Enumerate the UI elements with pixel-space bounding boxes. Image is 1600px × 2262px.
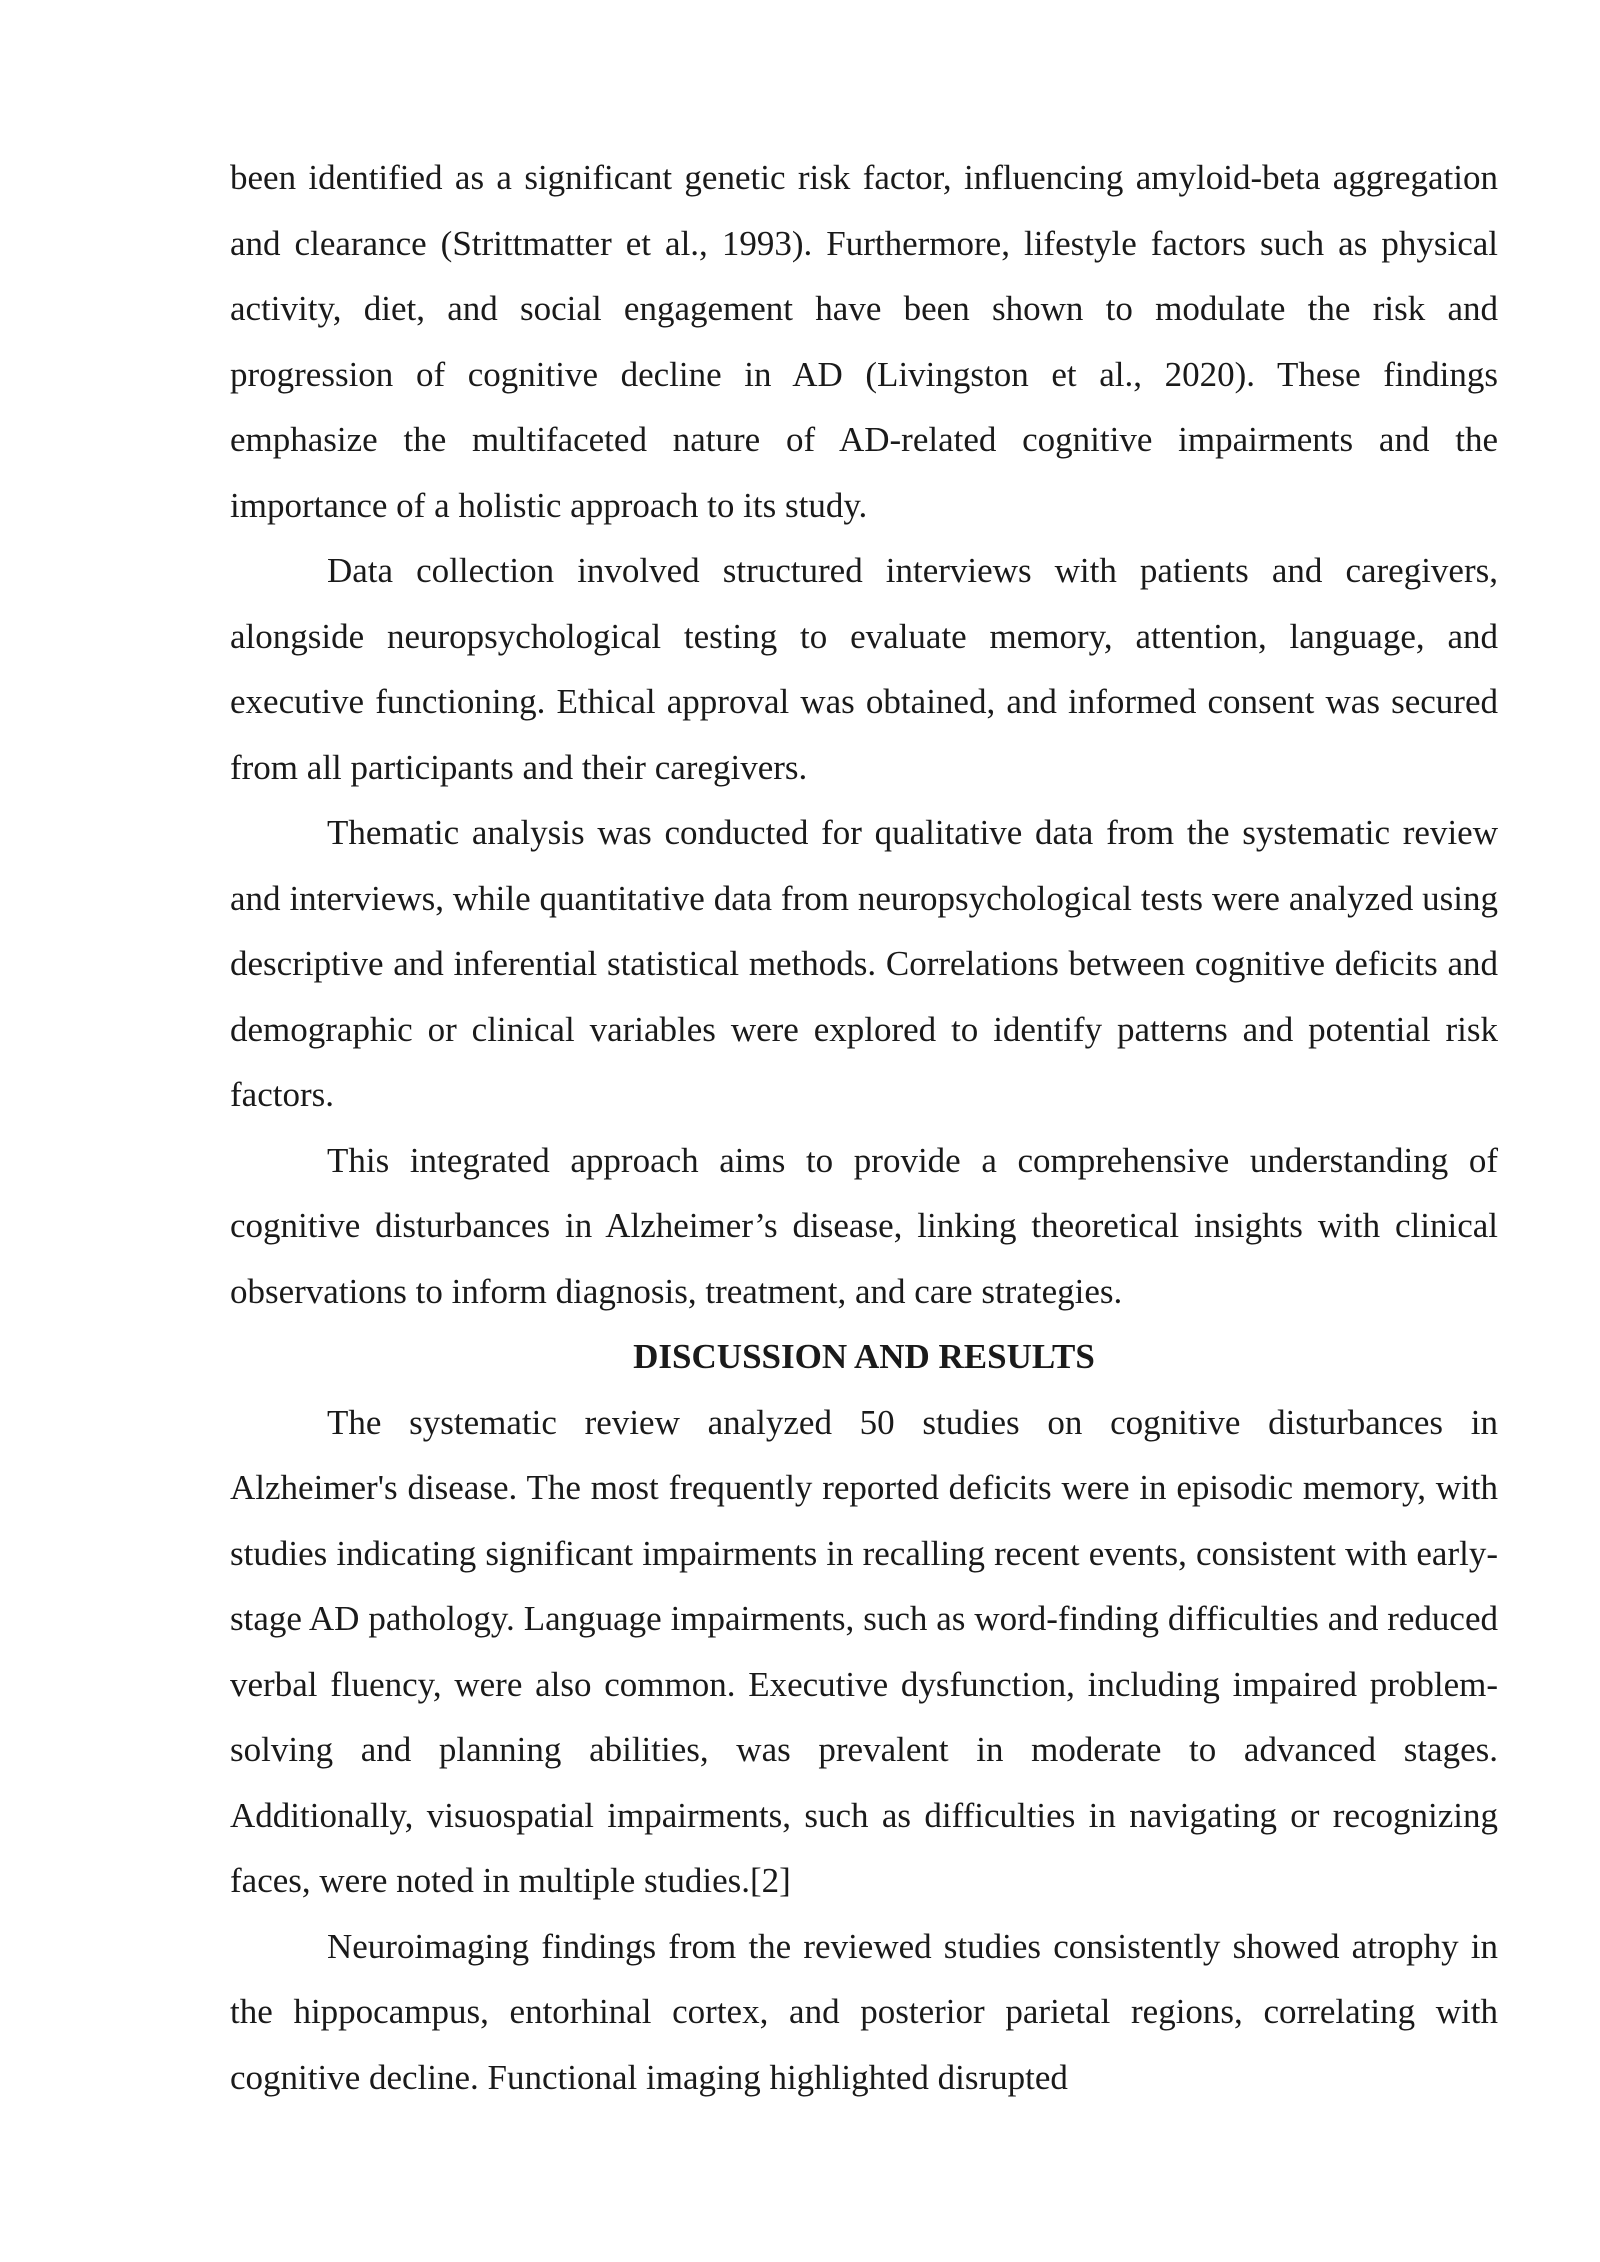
paragraph-neuroimaging-findings: Neuroimaging findings from the reviewed studies consistently showed atrophy in the hippocampus, entorhinal cortex, and posterior parietal regions, correlating with cognitive decline. Functional imaging highlighted disrupted xyxy=(230,1926,1498,2097)
paragraph-data-collection: Data collection involved structured interviews with patients and caregivers, alongside neuropsychological testing to evaluate memory, attention, language, and executive functioning. Ethical approval was obtained, and informed consent was secured from all participants and their caregivers. xyxy=(230,551,1498,787)
document-page xyxy=(230,145,1498,2110)
paragraph-integrated-approach: This integrated approach aims to provide a comprehensive understanding of cognitive disturbances in Alzheimer’s disease, linking theoretical insights with clinical observations to inform diagnosis, treatment, and care strategies. xyxy=(230,1140,1498,1311)
paragraph-thematic-analysis: Thematic analysis was conducted for qualitative data from the systematic review and interviews, while quantitative data from neuropsychological tests were analyzed using descriptive and inferential statistical methods. Correlations between cognitive deficits and demographic or clinical variables were explored to identify patterns and potential risk factors. xyxy=(230,813,1498,1114)
section-heading: DISCUSSION AND RESULTS xyxy=(633,1337,1095,1376)
paragraph-systematic-review-results: The systematic review analyzed 50 studies on cognitive disturbances in Alzheimer's disease. The most frequently reported deficits were in episodic memory, with studies indicating significant impairments in recalling recent events, consistent with early-stage AD pathology. Language impairments, such as word-finding difficulties and reduced verbal fluency, were also common. Executive dysfunction, including impaired problem-solving and planning abilities, was prevalent in moderate to advanced stages. Additionally, visuospatial impairments, such as difficulties in navigating or recognizing faces, were noted in multiple studies.[2] xyxy=(230,1402,1498,1900)
paragraph-genetic-lifestyle-factors: been identified as a significant genetic risk factor, influencing amyloid-beta aggregation and clearance (Strittmatter et al., 1993). Furthermore, lifestyle factors such as physical activity, diet, and social engagement have been shown to modulate the risk and progression of cognitive decline in AD (Livingston et al., 2020). These findings emphasize the multifaceted nature of AD-related cognitive impairments and the importance of a holistic approach to its study. xyxy=(230,158,1498,525)
